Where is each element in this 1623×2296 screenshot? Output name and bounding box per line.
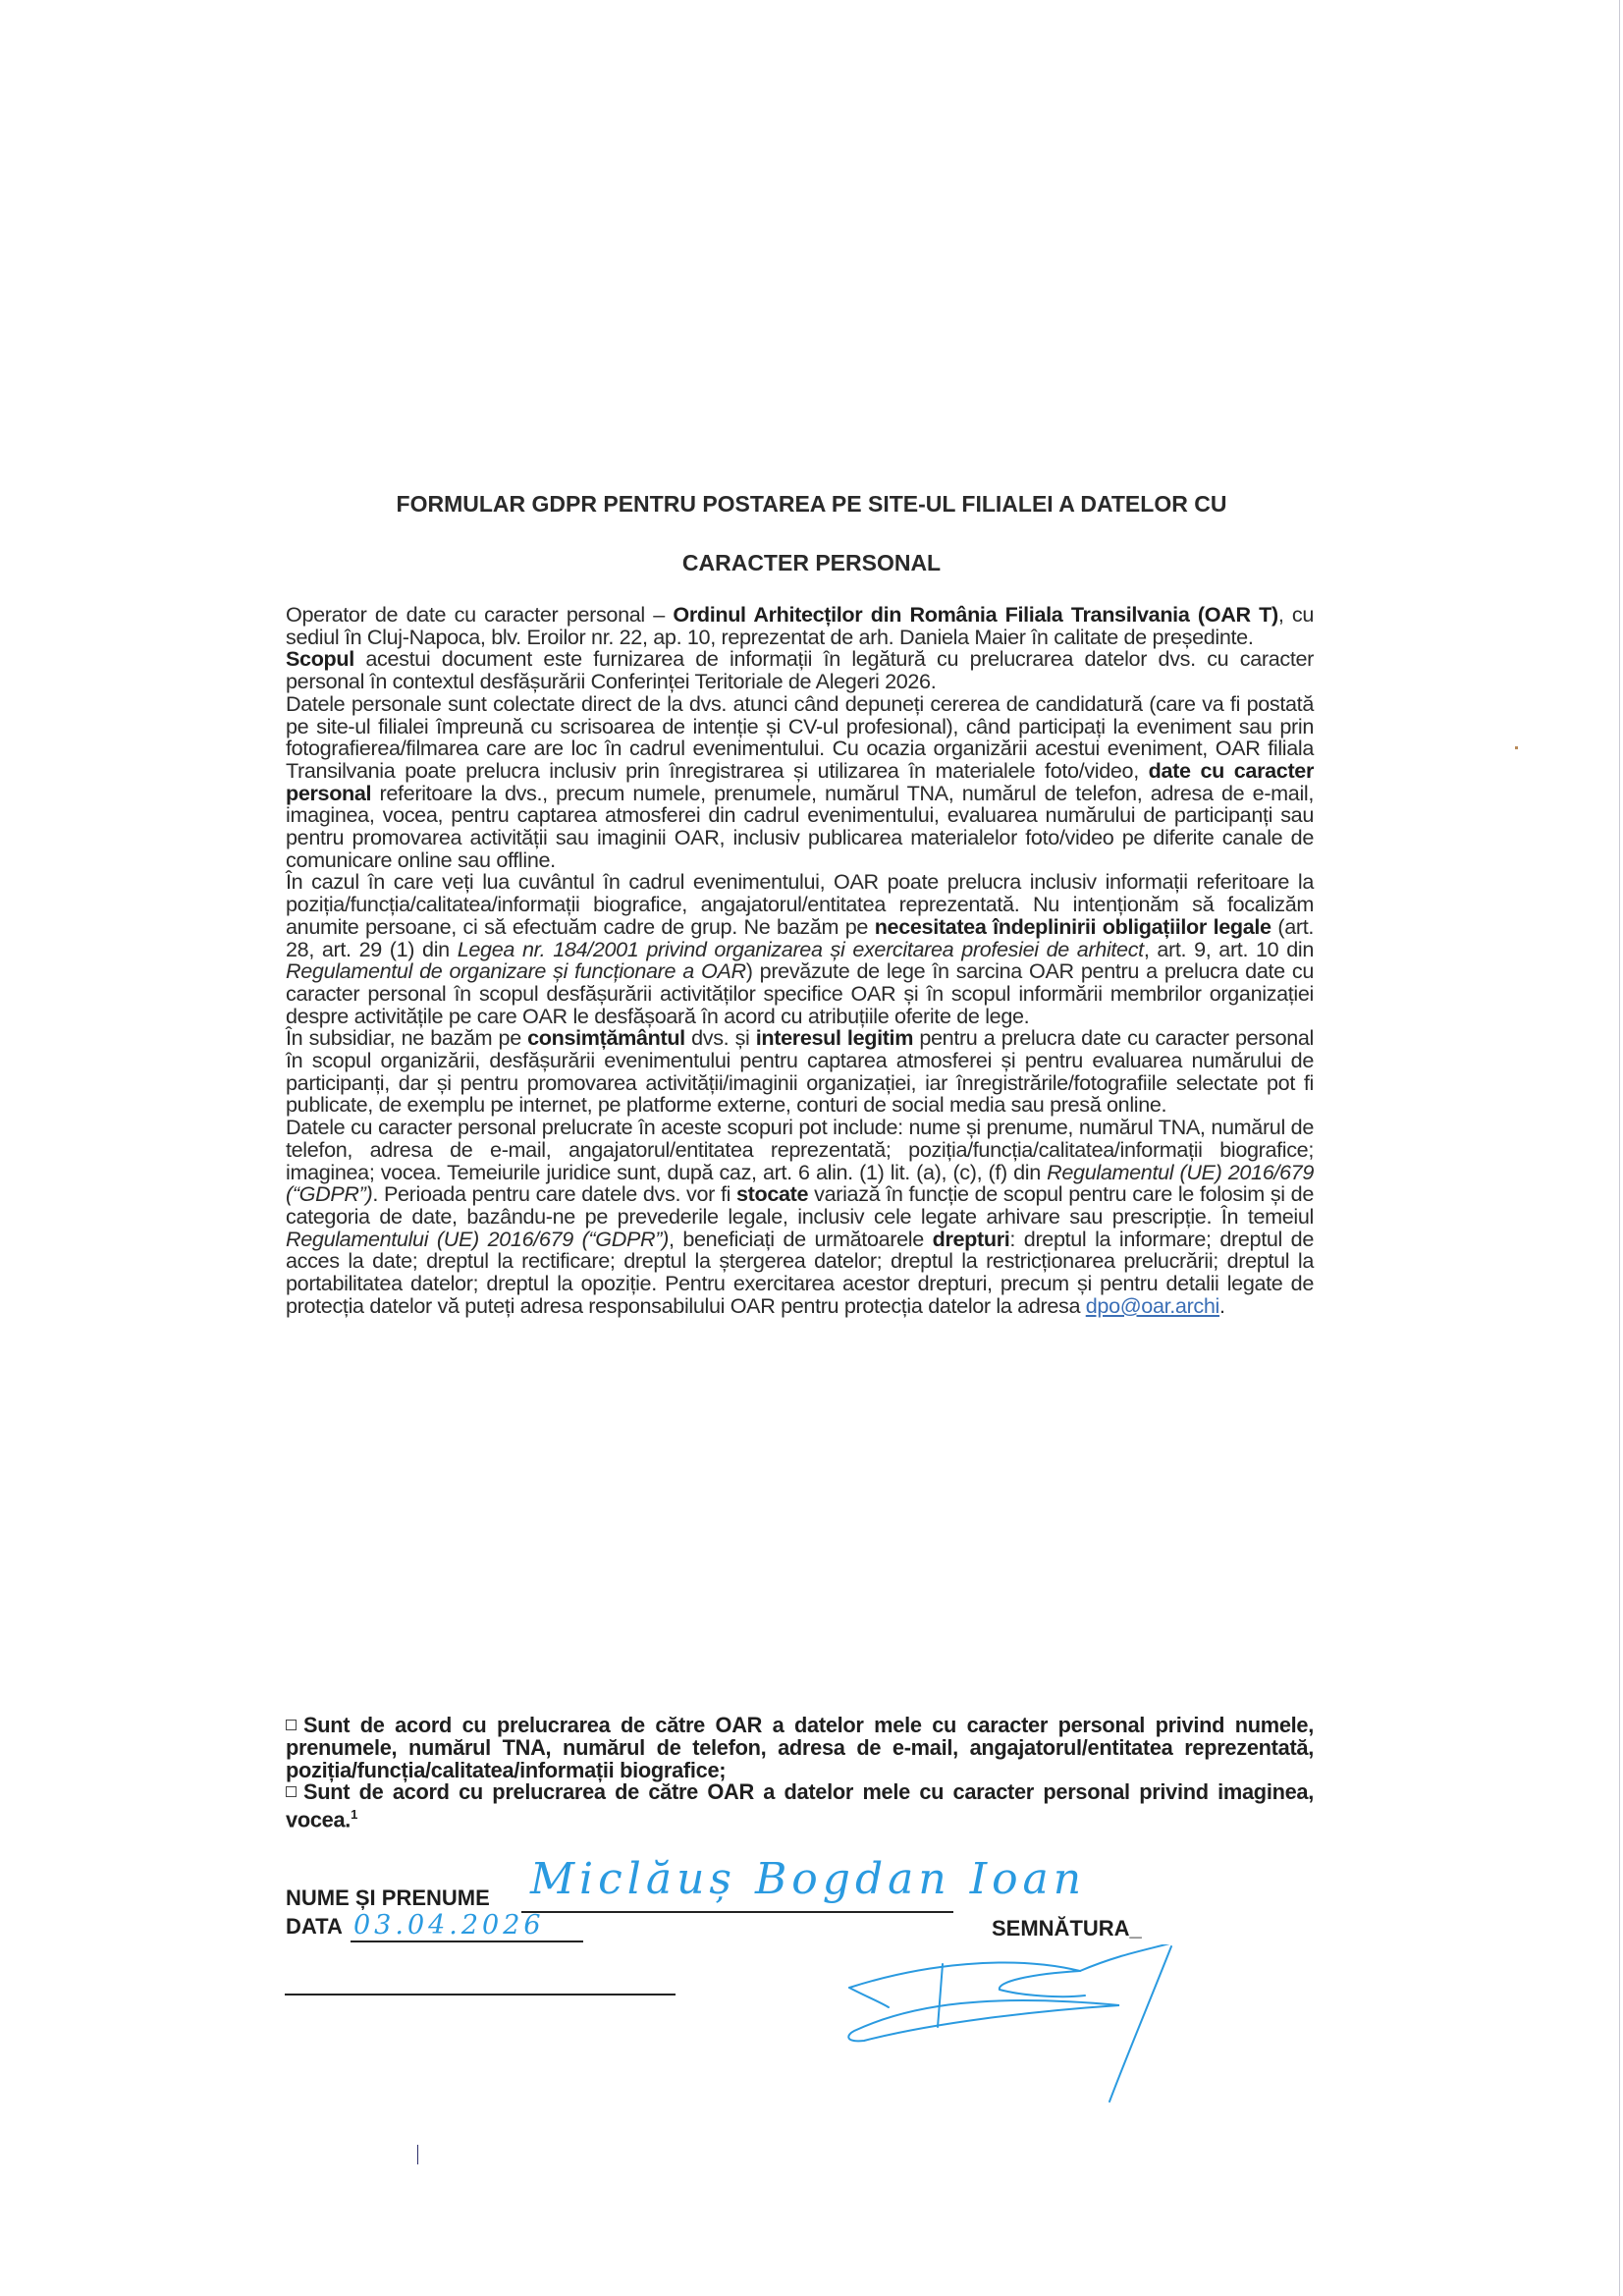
signature-stroke — [848, 2000, 1119, 2041]
page-mark — [417, 2145, 418, 2164]
operator-paragraph: Operator de date cu caracter personal – Ordinul Arhitecților din România Filiala Transilvania (OAR T), cu sediul în Cluj-Napoca, blv. Eroilor nr. 22, ap. 10, reprezentat de arh. Daniela Maier în calitate de președinte. — [286, 602, 1314, 649]
collection-paragraph: Datele personale sunt colectate direct de la dvs. atunci când depuneți cererea de candidatură (care va fi postată pe site-ul filialei împreună cu scrisoarea de intenție și CV-ul profesional), când participați la eveniment sau prin fotografierea/filmarea care are loc în cadrul evenimentului. Cu ocazia organizării acestui eveniment, OAR filiala Transilvania poate prelucra inclusiv prin înregistrarea și utilizarea în materialele foto/video, date cu caracter personal referitoare la dvs., precum numele, prenumele, numărul TNA, numărul de telefon, adresa de e-mail, imaginea, vocea, pentru captarea atmosferei din cadrul evenimentului, evaluarea numărului de participanți sau pentru promovarea activității sau imaginii OAR, inclusiv publicarea materialelor foto/video pe diferite canale de comunicare online sau offline. — [286, 690, 1314, 872]
name-underline — [521, 1911, 953, 1913]
consent-basis-paragraph: În subsidiar, ne bazăm pe consimțământul dvs. și interesul legitim pentru a prelucra date cu caracter personal în scopul organizării, desfășurării evenimentului pentru captarea atmosferei și pentru evaluarea numărului de participanți, dar și pentru promovarea activității/imaginii organizației, iar înregistrările/fotografiile selectate pot fi publicate, de exemplu pe internet, pe platforme externe, conturi de social media sau presă online. — [286, 1025, 1314, 1118]
date-field[interactable]: 03.04.2026 — [353, 1910, 545, 1941]
legal-basis-paragraph: În cazul în care veți lua cuvântul în cadrul evenimentului, OAR poate prelucra inclusiv informații referitoare la poziția/funcția/calitatea/informații biografice, angajatorul/entitatea reprezentată. Nu intenționăm să focalizăm anumite persoane, ci să efectuăm cadre de grup. Ne bazăm pe necesitatea îndeplinirii obligațiilor legale (art. 28, art. 29 (1) din Legea nr. 184/2001 privind organizarea și exercitarea profesiei de arhitect, art. 9, art. 10 din Regulamentul de organizare și funcționare a OAR) prevăzute de lege în sarcina OAR pentru a prelucra date cu caracter personal în scopul desfășurării activităților specifice OAR și în scopul informării membrilor organizației despre activitățile pe care OAR le desfășoară în acord cu atribuțiile oferite de lege. — [286, 869, 1315, 1028]
signature-stroke — [1080, 1944, 1173, 1971]
document-body — [286, 604, 1314, 1318]
document-title: FORMULAR GDPR PENTRU POSTAREA PE SITE-UL FILIALEI A DATELOR CU — [396, 491, 1227, 517]
footnote-marker: 1 — [351, 1807, 357, 1823]
signature-stroke — [1000, 1971, 1085, 1996]
operator-name: Ordinul Arhitecților din România Filiala Transilvania (OAR T) — [673, 602, 1278, 627]
signature-stroke — [1109, 1946, 1171, 2102]
consent-item-image-voice: Sunt de acord cu prelucrarea de către OAR a datelor mele cu caracter personal privind imaginea, vocea.$^1$ — [286, 1779, 1314, 1832]
signature-stroke — [849, 1988, 889, 2007]
consent-item-personal-data: Sunt de acord cu prelucrarea de către OAR a datelor mele cu caracter personal privind numele, prenumele, numărul TNA, numărul de telefon, adresa de e-mail, angajatorul/entitatea reprezentată, poziția/funcția/calitatea/informații biografice; — [286, 1713, 1314, 1782]
name-label: NUME ȘI PRENUME — [286, 1886, 490, 1910]
checkbox-image-voice[interactable] — [286, 1786, 297, 1797]
scan-edge-line — [1619, 0, 1620, 2296]
signature-label: SEMNĂTURA_ — [992, 1916, 1142, 1941]
signature-drawing[interactable] — [835, 1944, 1247, 2111]
signature-stroke — [849, 1963, 1080, 1988]
document-subtitle: CARACTER PERSONAL — [681, 550, 942, 575]
consent-section — [286, 1715, 1314, 1831]
purpose-paragraph: Scopul acestui document este furnizarea de informații în legătură cu prelucrarea datelor dvs. cu caracter personal în contextul desfășurării Conferinței Teritoriale de Alegeri 2026. — [286, 646, 1314, 694]
name-field[interactable]: Miclăuș Bogdan Ioan — [530, 1854, 1087, 1904]
blank-underline — [285, 1994, 676, 1995]
date-label: DATA — [286, 1914, 343, 1939]
date-underline — [351, 1941, 583, 1942]
checkbox-personal-data[interactable] — [286, 1720, 297, 1730]
signature-stroke — [938, 1964, 943, 2027]
rights-paragraph: Datele cu caracter personal prelucrate în aceste scopuri pot include: nume și prenume, numărul TNA, numărul de telefon, adresa de e-mail, angajatorul/entitatea reprezentată; poziția/funcția/calitatea/informații biografice; imaginea; vocea. Temeiurile juridice sunt, după caz, art. 6 alin. (1) lit. (a), (c), (f) din Regulamentul (UE) 2016/679 (“GDPR”). Perioada pentru care datele dvs. vor fi stocate variază în funcție de scopul pentru care le folosim și de categoria de date, bazându-ne pe prevederile legale, inclusiv cele legate arhivare sau prescripție. În temeiul Regulamentului (UE) 2016/679 (“GDPR”), beneficiați de următoarele drepturi: dreptul la informare; dreptul de acces la date; dreptul la rectificare; dreptul la ștergerea datelor; dreptul la restricționarea prelucrării; dreptul la portabilitatea datelor; dreptul la opoziție. Pentru exercitarea acestor drepturi, precum și pentru detalii legate de protecția datelor vă puteți adresa responsabilului OAR pentru protecția datelor la adresa dpo@oar.archi. — [286, 1115, 1314, 1318]
dpo-email-link[interactable]: dpo@oar.archi — [1085, 1292, 1219, 1318]
scan-speck — [1515, 746, 1518, 749]
